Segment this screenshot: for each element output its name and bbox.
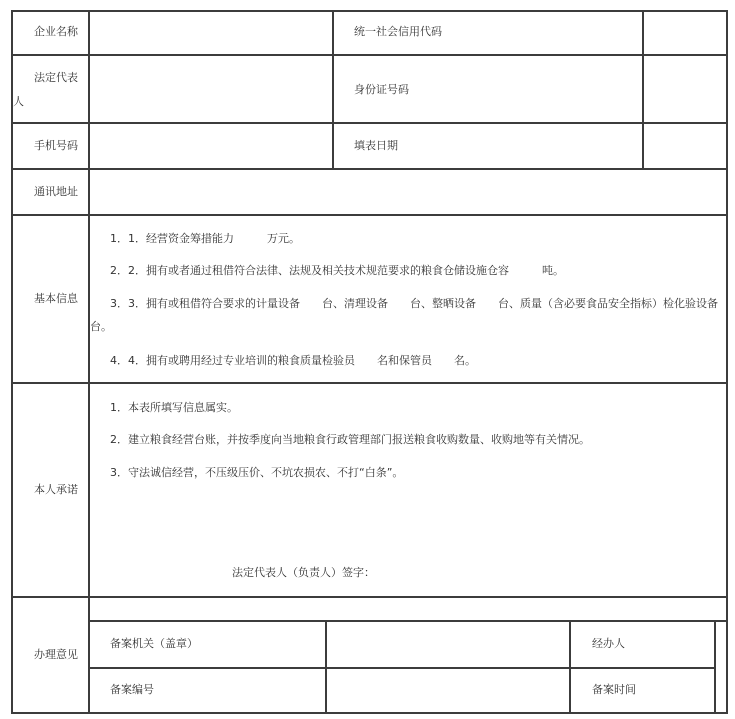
basic-info-label: 基本信息 [34, 292, 78, 305]
processing-label: 办理意见 [34, 648, 78, 661]
handler-label: 经办人 [592, 637, 625, 650]
basic-info-item: 4．4．拥有或聘用经过专业培训的粮食质量检验员 名和保管员 名。 [110, 354, 476, 367]
address-field[interactable] [90, 170, 726, 214]
basic-info-item: 1．1．经营资金筹措能力 万元。 [110, 232, 300, 245]
filing-agency-field[interactable] [327, 622, 569, 667]
basic-info-item: 3．3．拥有或租借符合要求的计量设备 台、清理设备 台、整晒设备 台、质量（含必要食品安全指标）检化验设备 [110, 297, 718, 310]
company-name-label: 企业名称 [34, 25, 78, 38]
address-label: 通讯地址 [34, 185, 78, 198]
credit-code-label: 统一社会信用代码 [354, 25, 442, 38]
grid-line [11, 214, 728, 216]
phone-label: 手机号码 [34, 139, 78, 152]
basic-info-item: 2．2．拥有或者通过租借符合法律、法规及相关技术规范要求的粮食仓储设施仓容 吨。 [110, 264, 564, 277]
grid-line [726, 10, 728, 714]
signature-label: 法定代表人（负责人）签字： [232, 566, 375, 579]
company-name-field[interactable] [90, 12, 332, 54]
pledge-item: 3．守法诚信经营，不压级压价、不坑农损农、不打“白条”。 [110, 466, 404, 479]
legal-rep-label: 法定代表 [34, 71, 78, 84]
grid-line [569, 620, 571, 714]
grid-line [11, 10, 13, 714]
fill-date-label: 填表日期 [354, 139, 398, 152]
grid-line [11, 712, 728, 714]
grid-line [11, 382, 728, 384]
phone-field[interactable] [90, 124, 332, 168]
filing-number-label: 备案编号 [110, 683, 154, 696]
pledge-label: 本人承诺 [34, 483, 78, 496]
processing-opinion-field[interactable] [90, 598, 726, 620]
pledge-item: 2．建立粮食经营台账，并按季度向当地粮食行政管理部门报送粮食收购数量、收购地等有关情况。 [110, 433, 590, 446]
id-number-label: 身份证号码 [354, 83, 409, 96]
filing-number-field[interactable] [327, 669, 569, 712]
signature-field[interactable] [375, 558, 675, 588]
legal-rep-label-wrap: 人 [13, 95, 24, 108]
basic-info-item-continuation: 台。 [90, 320, 112, 333]
id-number-field[interactable] [644, 56, 726, 122]
legal-rep-field[interactable] [90, 56, 332, 122]
handler-field[interactable] [716, 622, 726, 667]
filing-time-field[interactable] [716, 669, 726, 712]
grid-line [332, 10, 334, 170]
filing-agency-label: 备案机关（盖章） [110, 637, 198, 650]
filing-time-label: 备案时间 [592, 683, 636, 696]
credit-code-field[interactable] [644, 12, 726, 54]
fill-date-field[interactable] [644, 124, 726, 168]
pledge-item: 1．本表所填写信息属实。 [110, 401, 238, 414]
